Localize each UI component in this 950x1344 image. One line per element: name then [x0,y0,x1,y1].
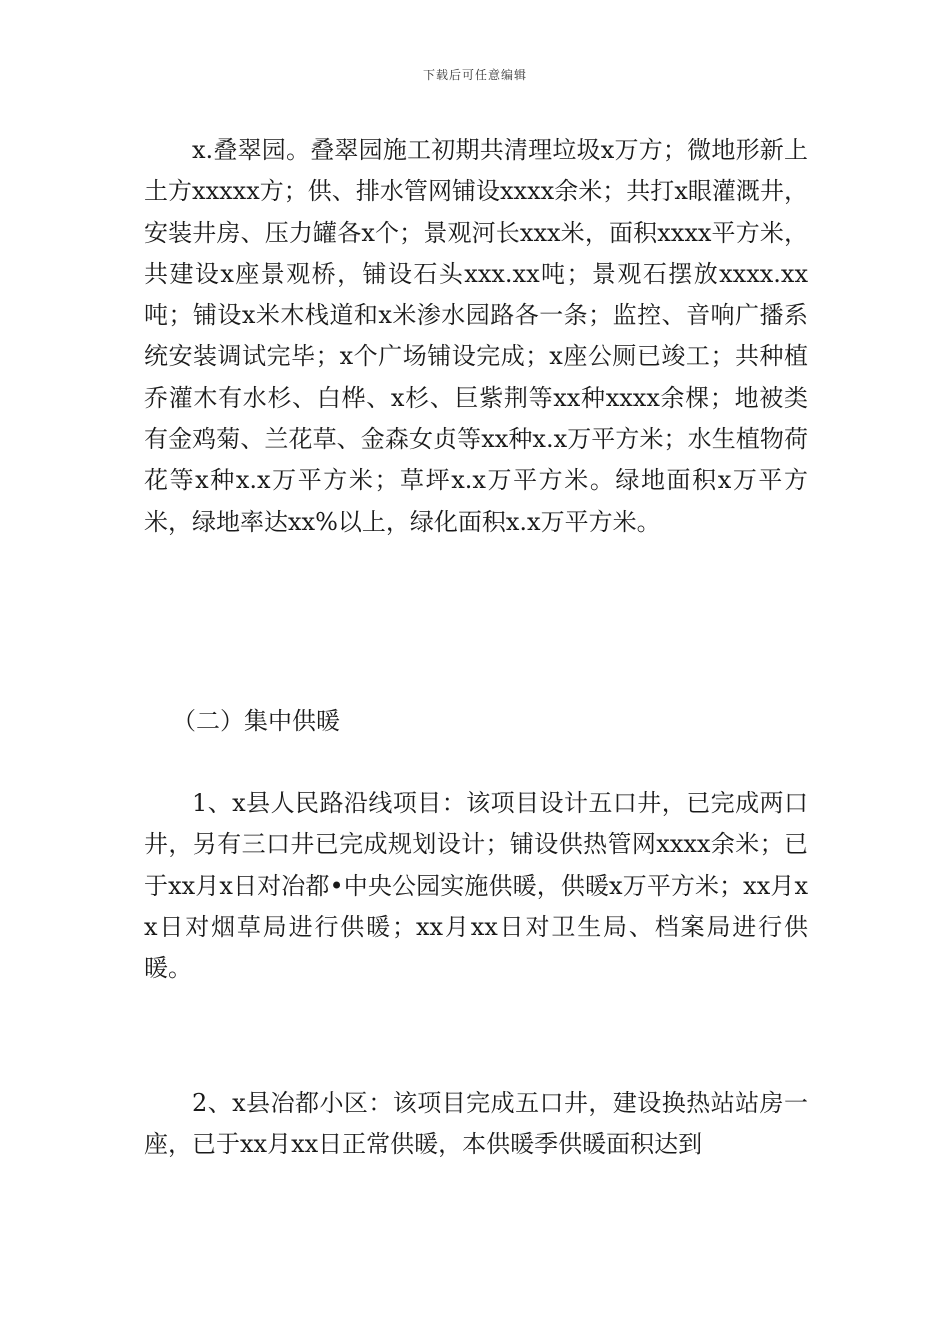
spacer [144,1030,808,1083]
paragraph-renmin-road: 1、x县人民路沿线项目：该项目设计五口井，已完成两口井，另有三口井已完成规划设计；铺设供热管网xxxx余米；已于xx月x日对冶都•中央公园实施供暖，供暖x万平方米；xx月xx日对烟草局进行供暖；xx月xx日对卫生局、档案局进行供暖。 [144,789,808,983]
paragraph-dicuiyuan: x.叠翠园。叠翠园施工初期共清理垃圾x万方；微地形新上土方xxxxx方；供、排水管网铺设xxxx余米；共打x眼灌溉井，安装井房、压力罐各x个；景观河长xxx米，面积xxxx平方米，共建设x座景观桥，铺设石头xxx.xx吨；景观石摆放xxxx.xx吨；铺设x米木栈道和x米渗水园路各一条；监控、音响广播系统安装调试完毕；x个广场铺设完成；x座公厕已竣工；共种植乔灌木有水杉、白桦、x杉、巨紫荆等xx种xxxx余棵；地被类有金鸡菊、兰花草、金森女贞等xx种x.x万平方米；水生植物荷花等x种x.x万平方米；草坪x.x万平方米。绿地面积x万平方米，绿地率达xx%以上，绿化面积x.x万平方米。 [144,136,808,536]
spacer [144,668,808,701]
section-title-heating: （二）集中供暖 [172,707,340,735]
page-header: 下载后可任意编辑 [422,68,527,82]
paragraph-yedu-community: 2、x县冶都小区：该项目完成五口井，建设换热站站房一座，已于xx月xx日正常供暖，本供暖季供暖面积达到 [144,1089,808,1159]
document-body [144,130,808,1166]
